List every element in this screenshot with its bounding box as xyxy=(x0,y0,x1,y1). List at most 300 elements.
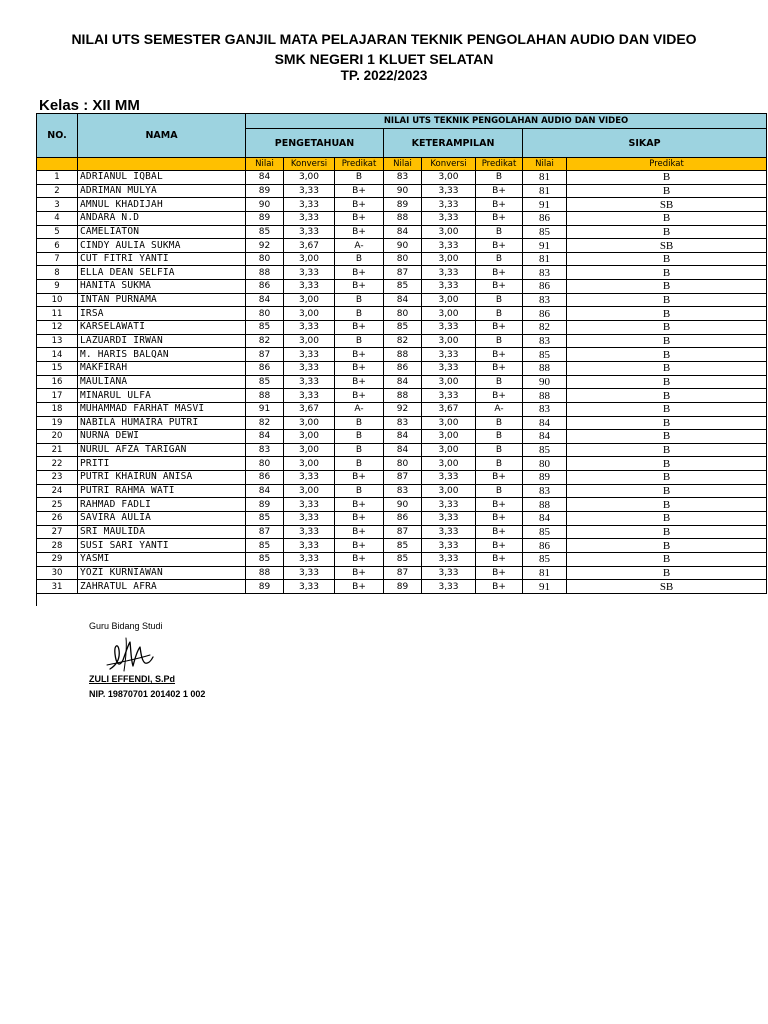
pengetahuan-konversi: 3,33 xyxy=(284,512,335,526)
student-name: AMNUL KHADIJAH xyxy=(78,198,246,212)
table-row xyxy=(37,225,767,239)
keterampilan-konversi: 3,67 xyxy=(422,402,476,416)
sikap-predikat: B xyxy=(567,498,767,512)
sikap-predikat: B xyxy=(567,566,767,580)
sikap-nilai: 81 xyxy=(523,252,567,266)
pengetahuan-predikat: B xyxy=(335,307,384,321)
pengetahuan-nilai: 89 xyxy=(246,580,284,594)
subheader-nilai: Nilai xyxy=(523,158,567,171)
pengetahuan-nilai: 90 xyxy=(246,198,284,212)
sikap-predikat: SB xyxy=(567,580,767,594)
sikap-nilai: 91 xyxy=(523,239,567,253)
subheader-konversi: Konversi xyxy=(422,158,476,171)
keterampilan-predikat: A- xyxy=(476,402,523,416)
pengetahuan-nilai: 89 xyxy=(246,498,284,512)
pengetahuan-konversi: 3,33 xyxy=(284,266,335,280)
pengetahuan-predikat: B xyxy=(335,430,384,444)
pengetahuan-predikat: B+ xyxy=(335,498,384,512)
keterampilan-predikat: B+ xyxy=(476,566,523,580)
pengetahuan-predikat: B+ xyxy=(335,266,384,280)
keterampilan-konversi: 3,00 xyxy=(422,307,476,321)
pengetahuan-predikat: B+ xyxy=(335,552,384,566)
row-number: 28 xyxy=(37,539,78,553)
table-row xyxy=(37,334,767,348)
student-name: ADRIANUL IQBAL xyxy=(78,171,246,185)
table-row xyxy=(37,348,767,362)
table-row xyxy=(37,430,767,444)
keterampilan-konversi: 3,33 xyxy=(422,361,476,375)
sikap-nilai: 83 xyxy=(523,293,567,307)
sikap-nilai: 85 xyxy=(523,525,567,539)
pengetahuan-predikat: B xyxy=(335,252,384,266)
subheader-nilai: Nilai xyxy=(246,158,284,171)
table-row xyxy=(37,239,767,253)
table-row xyxy=(37,321,767,335)
subheader-predikat: Predikat xyxy=(476,158,523,171)
pengetahuan-predikat: B+ xyxy=(335,539,384,553)
keterampilan-konversi: 3,33 xyxy=(422,198,476,212)
pengetahuan-konversi: 3,33 xyxy=(284,580,335,594)
keterampilan-predikat: B+ xyxy=(476,266,523,280)
keterampilan-nilai: 83 xyxy=(384,484,422,498)
pengetahuan-predikat: B+ xyxy=(335,184,384,198)
table-row xyxy=(37,457,767,471)
pengetahuan-nilai: 87 xyxy=(246,348,284,362)
keterampilan-konversi: 3,33 xyxy=(422,348,476,362)
row-number: 14 xyxy=(37,348,78,362)
row-number: 12 xyxy=(37,321,78,335)
keterampilan-konversi: 3,33 xyxy=(422,266,476,280)
keterampilan-predikat: B xyxy=(476,457,523,471)
sikap-predikat: B xyxy=(567,443,767,457)
row-number: 9 xyxy=(37,280,78,294)
pengetahuan-predikat: B+ xyxy=(335,198,384,212)
sikap-nilai: 85 xyxy=(523,443,567,457)
sikap-predikat: B xyxy=(567,252,767,266)
table-row xyxy=(37,512,767,526)
student-name: HANITA SUKMA xyxy=(78,280,246,294)
sikap-predikat: B xyxy=(567,389,767,403)
keterampilan-predikat: B+ xyxy=(476,348,523,362)
pengetahuan-konversi: 3,33 xyxy=(284,389,335,403)
subheader-nilai: Nilai xyxy=(384,158,422,171)
keterampilan-nilai: 88 xyxy=(384,348,422,362)
teacher-label: Guru Bidang Studi xyxy=(89,621,163,631)
keterampilan-predikat: B xyxy=(476,484,523,498)
table-row xyxy=(37,266,767,280)
class-label: Kelas : XII MM xyxy=(39,97,140,114)
subheader-blank xyxy=(78,158,246,171)
sikap-predikat: B xyxy=(567,348,767,362)
sikap-nilai: 80 xyxy=(523,457,567,471)
row-number: 5 xyxy=(37,225,78,239)
sikap-nilai: 83 xyxy=(523,334,567,348)
table-row xyxy=(37,443,767,457)
keterampilan-predikat: B+ xyxy=(476,361,523,375)
pengetahuan-predikat: B xyxy=(335,484,384,498)
keterampilan-nilai: 84 xyxy=(384,293,422,307)
sikap-predikat: B xyxy=(567,484,767,498)
keterampilan-predikat: B+ xyxy=(476,498,523,512)
row-number: 1 xyxy=(37,171,78,185)
sikap-nilai: 86 xyxy=(523,307,567,321)
table-row xyxy=(37,402,767,416)
sikap-nilai: 90 xyxy=(523,375,567,389)
pengetahuan-predikat: B+ xyxy=(335,566,384,580)
sikap-predikat: B xyxy=(567,293,767,307)
student-name: YOZI KURNIAWAN xyxy=(78,566,246,580)
table-row xyxy=(37,293,767,307)
sikap-predikat: B xyxy=(567,171,767,185)
keterampilan-nilai: 85 xyxy=(384,321,422,335)
keterampilan-konversi: 3,33 xyxy=(422,321,476,335)
row-number: 16 xyxy=(37,375,78,389)
keterampilan-nilai: 88 xyxy=(384,211,422,225)
pengetahuan-nilai: 84 xyxy=(246,484,284,498)
sikap-nilai: 83 xyxy=(523,484,567,498)
pengetahuan-nilai: 85 xyxy=(246,375,284,389)
pengetahuan-konversi: 3,33 xyxy=(284,211,335,225)
sikap-nilai: 82 xyxy=(523,321,567,335)
keterampilan-nilai: 89 xyxy=(384,580,422,594)
keterampilan-predikat: B+ xyxy=(476,280,523,294)
keterampilan-nilai: 86 xyxy=(384,361,422,375)
pengetahuan-predikat: B+ xyxy=(335,361,384,375)
sikap-nilai: 91 xyxy=(523,580,567,594)
pengetahuan-predikat: A- xyxy=(335,402,384,416)
table-row xyxy=(37,566,767,580)
keterampilan-nilai: 90 xyxy=(384,239,422,253)
keterampilan-konversi: 3,33 xyxy=(422,525,476,539)
keterampilan-predikat: B+ xyxy=(476,239,523,253)
sikap-nilai: 88 xyxy=(523,389,567,403)
keterampilan-konversi: 3,33 xyxy=(422,566,476,580)
table-row xyxy=(37,198,767,212)
subheader-blank xyxy=(37,158,78,171)
pengetahuan-konversi: 3,33 xyxy=(284,184,335,198)
row-number: 8 xyxy=(37,266,78,280)
pengetahuan-konversi: 3,00 xyxy=(284,430,335,444)
keterampilan-nilai: 87 xyxy=(384,566,422,580)
keterampilan-konversi: 3,33 xyxy=(422,389,476,403)
sikap-nilai: 86 xyxy=(523,211,567,225)
table-edge-line xyxy=(36,592,37,606)
document-title: NILAI UTS SEMESTER GANJIL MATA PELAJARAN TEKNIK PENGOLAHAN AUDIO DAN VIDEO xyxy=(71,31,697,47)
row-number: 20 xyxy=(37,430,78,444)
row-number: 31 xyxy=(37,580,78,594)
table-row xyxy=(37,171,767,185)
pengetahuan-predikat: A- xyxy=(335,239,384,253)
keterampilan-nilai: 83 xyxy=(384,171,422,185)
keterampilan-konversi: 3,00 xyxy=(422,443,476,457)
row-number: 17 xyxy=(37,389,78,403)
pengetahuan-nilai: 84 xyxy=(246,171,284,185)
keterampilan-nilai: 86 xyxy=(384,512,422,526)
row-number: 6 xyxy=(37,239,78,253)
keterampilan-predikat: B+ xyxy=(476,211,523,225)
pengetahuan-konversi: 3,67 xyxy=(284,239,335,253)
row-number: 13 xyxy=(37,334,78,348)
keterampilan-predikat: B+ xyxy=(476,552,523,566)
pengetahuan-predikat: B+ xyxy=(335,321,384,335)
sikap-predikat: B xyxy=(567,225,767,239)
keterampilan-predikat: B+ xyxy=(476,321,523,335)
keterampilan-predikat: B+ xyxy=(476,471,523,485)
student-name: MAULIANA xyxy=(78,375,246,389)
sikap-nilai: 84 xyxy=(523,416,567,430)
pengetahuan-nilai: 84 xyxy=(246,293,284,307)
keterampilan-predikat: B xyxy=(476,416,523,430)
grade-rows xyxy=(37,171,767,594)
pengetahuan-konversi: 3,00 xyxy=(284,307,335,321)
pengetahuan-nilai: 91 xyxy=(246,402,284,416)
pengetahuan-konversi: 3,33 xyxy=(284,566,335,580)
sikap-predikat: B xyxy=(567,525,767,539)
table-row xyxy=(37,211,767,225)
keterampilan-nilai: 80 xyxy=(384,457,422,471)
subheader-predikat: Predikat xyxy=(567,158,767,171)
sikap-predikat: B xyxy=(567,430,767,444)
row-number: 25 xyxy=(37,498,78,512)
row-number: 4 xyxy=(37,211,78,225)
keterampilan-konversi: 3,00 xyxy=(422,416,476,430)
student-name: PRITI xyxy=(78,457,246,471)
pengetahuan-predikat: B xyxy=(335,416,384,430)
pengetahuan-predikat: B+ xyxy=(335,512,384,526)
pengetahuan-predikat: B xyxy=(335,171,384,185)
table-row xyxy=(37,375,767,389)
keterampilan-konversi: 3,00 xyxy=(422,293,476,307)
pengetahuan-nilai: 85 xyxy=(246,321,284,335)
pengetahuan-konversi: 3,33 xyxy=(284,361,335,375)
keterampilan-predikat: B xyxy=(476,443,523,457)
student-name: ADRIMAN MULYA xyxy=(78,184,246,198)
pengetahuan-nilai: 80 xyxy=(246,307,284,321)
pengetahuan-nilai: 88 xyxy=(246,389,284,403)
signature-image xyxy=(104,633,156,675)
sikap-predikat: B xyxy=(567,539,767,553)
keterampilan-predikat: B+ xyxy=(476,389,523,403)
pengetahuan-konversi: 3,67 xyxy=(284,402,335,416)
pengetahuan-predikat: B+ xyxy=(335,211,384,225)
table-row xyxy=(37,416,767,430)
keterampilan-predikat: B xyxy=(476,225,523,239)
table-row xyxy=(37,552,767,566)
school-name: SMK NEGERI 1 KLUET SELATAN xyxy=(274,51,494,67)
sikap-nilai: 84 xyxy=(523,430,567,444)
table-row xyxy=(37,525,767,539)
student-name: MUHAMMAD FARHAT MASVI xyxy=(78,402,246,416)
student-name: SUSI SARI YANTI xyxy=(78,539,246,553)
pengetahuan-predikat: B+ xyxy=(335,280,384,294)
pengetahuan-predikat: B xyxy=(335,443,384,457)
sikap-nilai: 84 xyxy=(523,512,567,526)
keterampilan-predikat: B xyxy=(476,293,523,307)
keterampilan-predikat: B xyxy=(476,430,523,444)
keterampilan-nilai: 84 xyxy=(384,375,422,389)
keterampilan-predikat: B xyxy=(476,334,523,348)
sikap-nilai: 85 xyxy=(523,348,567,362)
student-name: PUTRI KHAIRUN ANISA xyxy=(78,471,246,485)
student-name: MINARUL ULFA xyxy=(78,389,246,403)
table-row xyxy=(37,539,767,553)
keterampilan-konversi: 3,00 xyxy=(422,252,476,266)
keterampilan-konversi: 3,33 xyxy=(422,471,476,485)
pengetahuan-konversi: 3,00 xyxy=(284,443,335,457)
header-group-title: NILAI UTS TEKNIK PENGOLAHAN AUDIO DAN VIDEO xyxy=(246,114,767,129)
table-row xyxy=(37,252,767,266)
pengetahuan-predikat: B+ xyxy=(335,525,384,539)
row-number: 29 xyxy=(37,552,78,566)
student-name: NABILA HUMAIRA PUTRI xyxy=(78,416,246,430)
pengetahuan-nilai: 82 xyxy=(246,416,284,430)
keterampilan-nilai: 88 xyxy=(384,389,422,403)
pengetahuan-predikat: B xyxy=(335,334,384,348)
student-name: KARSELAWATI xyxy=(78,321,246,335)
row-number: 27 xyxy=(37,525,78,539)
pengetahuan-konversi: 3,00 xyxy=(284,252,335,266)
pengetahuan-konversi: 3,33 xyxy=(284,225,335,239)
sikap-predikat: B xyxy=(567,375,767,389)
keterampilan-konversi: 3,33 xyxy=(422,580,476,594)
pengetahuan-nilai: 85 xyxy=(246,539,284,553)
keterampilan-konversi: 3,33 xyxy=(422,280,476,294)
student-name: SRI MAULIDA xyxy=(78,525,246,539)
pengetahuan-konversi: 3,00 xyxy=(284,334,335,348)
header-nama: NAMA xyxy=(78,114,246,158)
sikap-nilai: 81 xyxy=(523,171,567,185)
student-name: YASMI xyxy=(78,552,246,566)
pengetahuan-predikat: B+ xyxy=(335,580,384,594)
sikap-nilai: 88 xyxy=(523,498,567,512)
keterampilan-konversi: 3,00 xyxy=(422,225,476,239)
sikap-predikat: B xyxy=(567,184,767,198)
sikap-nilai: 88 xyxy=(523,361,567,375)
pengetahuan-nilai: 86 xyxy=(246,280,284,294)
keterampilan-konversi: 3,00 xyxy=(422,171,476,185)
table-row xyxy=(37,184,767,198)
keterampilan-nilai: 87 xyxy=(384,471,422,485)
keterampilan-nilai: 80 xyxy=(384,252,422,266)
pengetahuan-predikat: B+ xyxy=(335,348,384,362)
keterampilan-nilai: 87 xyxy=(384,525,422,539)
sikap-nilai: 86 xyxy=(523,280,567,294)
student-name: INTAN PURNAMA xyxy=(78,293,246,307)
pengetahuan-konversi: 3,00 xyxy=(284,293,335,307)
keterampilan-konversi: 3,00 xyxy=(422,484,476,498)
student-name: NURUL AFZA TARIGAN xyxy=(78,443,246,457)
pengetahuan-predikat: B+ xyxy=(335,225,384,239)
sikap-predikat: B xyxy=(567,512,767,526)
pengetahuan-konversi: 3,33 xyxy=(284,498,335,512)
sikap-predikat: SB xyxy=(567,239,767,253)
pengetahuan-nilai: 88 xyxy=(246,566,284,580)
sikap-nilai: 85 xyxy=(523,552,567,566)
row-number: 7 xyxy=(37,252,78,266)
pengetahuan-nilai: 80 xyxy=(246,457,284,471)
keterampilan-nilai: 85 xyxy=(384,552,422,566)
row-number: 2 xyxy=(37,184,78,198)
pengetahuan-konversi: 3,00 xyxy=(284,484,335,498)
keterampilan-konversi: 3,00 xyxy=(422,375,476,389)
table-row xyxy=(37,361,767,375)
grades-table xyxy=(36,113,767,594)
keterampilan-konversi: 3,00 xyxy=(422,334,476,348)
student-name: LAZUARDI IRWAN xyxy=(78,334,246,348)
row-number: 19 xyxy=(37,416,78,430)
sikap-predikat: B xyxy=(567,361,767,375)
keterampilan-nilai: 92 xyxy=(384,402,422,416)
pengetahuan-konversi: 3,00 xyxy=(284,457,335,471)
keterampilan-konversi: 3,33 xyxy=(422,539,476,553)
pengetahuan-nilai: 86 xyxy=(246,361,284,375)
pengetahuan-nilai: 83 xyxy=(246,443,284,457)
keterampilan-predikat: B xyxy=(476,171,523,185)
student-name: CUT FITRI YANTI xyxy=(78,252,246,266)
keterampilan-nilai: 90 xyxy=(384,184,422,198)
pengetahuan-nilai: 82 xyxy=(246,334,284,348)
row-number: 21 xyxy=(37,443,78,457)
table-row xyxy=(37,471,767,485)
pengetahuan-nilai: 89 xyxy=(246,184,284,198)
keterampilan-konversi: 3,33 xyxy=(422,552,476,566)
table-row xyxy=(37,307,767,321)
sikap-nilai: 86 xyxy=(523,539,567,553)
sikap-predikat: SB xyxy=(567,198,767,212)
keterampilan-nilai: 90 xyxy=(384,498,422,512)
sikap-nilai: 85 xyxy=(523,225,567,239)
pengetahuan-nilai: 88 xyxy=(246,266,284,280)
keterampilan-konversi: 3,00 xyxy=(422,430,476,444)
pengetahuan-konversi: 3,33 xyxy=(284,280,335,294)
table-row xyxy=(37,484,767,498)
pengetahuan-konversi: 3,33 xyxy=(284,198,335,212)
keterampilan-nilai: 84 xyxy=(384,430,422,444)
pengetahuan-predikat: B+ xyxy=(335,471,384,485)
pengetahuan-predikat: B+ xyxy=(335,375,384,389)
school-year: TP. 2022/2023 xyxy=(340,68,428,83)
pengetahuan-konversi: 3,33 xyxy=(284,375,335,389)
keterampilan-nilai: 82 xyxy=(384,334,422,348)
keterampilan-nilai: 85 xyxy=(384,539,422,553)
keterampilan-konversi: 3,00 xyxy=(422,457,476,471)
student-name: PUTRI RAHMA WATI xyxy=(78,484,246,498)
sikap-predikat: B xyxy=(567,211,767,225)
pengetahuan-konversi: 3,33 xyxy=(284,539,335,553)
keterampilan-predikat: B+ xyxy=(476,539,523,553)
student-name: NURNA DEWI xyxy=(78,430,246,444)
keterampilan-konversi: 3,33 xyxy=(422,498,476,512)
keterampilan-predikat: B+ xyxy=(476,184,523,198)
pengetahuan-nilai: 89 xyxy=(246,211,284,225)
sikap-predikat: B xyxy=(567,321,767,335)
keterampilan-nilai: 84 xyxy=(384,443,422,457)
sikap-predikat: B xyxy=(567,457,767,471)
student-name: SAVIRA AULIA xyxy=(78,512,246,526)
sikap-nilai: 83 xyxy=(523,266,567,280)
pengetahuan-konversi: 3,33 xyxy=(284,471,335,485)
sikap-predikat: B xyxy=(567,552,767,566)
sikap-nilai: 83 xyxy=(523,402,567,416)
sikap-predikat: B xyxy=(567,266,767,280)
keterampilan-predikat: B+ xyxy=(476,525,523,539)
keterampilan-predikat: B xyxy=(476,252,523,266)
table-row xyxy=(37,498,767,512)
sikap-predikat: B xyxy=(567,402,767,416)
row-number: 24 xyxy=(37,484,78,498)
keterampilan-konversi: 3,33 xyxy=(422,239,476,253)
teacher-nip: NIP. 19870701 201402 1 002 xyxy=(89,689,206,699)
